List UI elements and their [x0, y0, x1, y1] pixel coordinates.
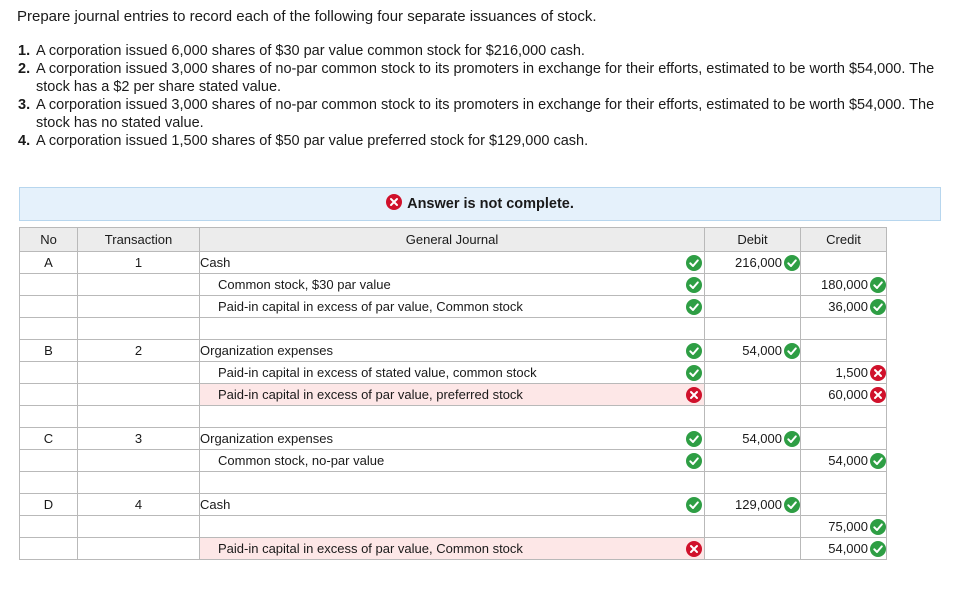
debit-amount: 54,000 — [742, 431, 782, 447]
question-item — [18, 132, 948, 150]
account-cell[interactable] — [200, 406, 705, 428]
correct-check-icon — [686, 497, 702, 513]
correct-check-icon — [870, 541, 886, 557]
credit-cell[interactable] — [801, 384, 887, 406]
transaction-cell — [78, 362, 200, 384]
account-cell[interactable] — [200, 450, 705, 472]
answer-status-banner — [19, 187, 941, 221]
banner-text: Answer is not complete. — [407, 196, 574, 212]
account-cell[interactable] — [200, 340, 705, 362]
transaction-cell: 3 — [78, 428, 200, 450]
question-text: A corporation issued 6,000 shares of $30 par value common stock for $216,000 cash. — [36, 43, 585, 59]
credit-cell[interactable] — [801, 362, 887, 384]
instructions-text: Prepare journal entries to record each of the following four separate issuances of stock. — [17, 8, 597, 25]
account-name: Organization expenses — [200, 343, 333, 358]
transaction-cell: 4 — [78, 494, 200, 516]
account-cell[interactable] — [200, 274, 705, 296]
credit-cell[interactable] — [801, 296, 887, 318]
correct-check-icon — [870, 277, 886, 293]
credit-cell[interactable] — [801, 538, 887, 560]
transaction-cell — [78, 516, 200, 538]
credit-amount: 54,000 — [828, 541, 868, 557]
debit-amount: 216,000 — [735, 255, 782, 271]
correct-check-icon — [686, 431, 702, 447]
header-credit: Credit — [801, 228, 887, 252]
correct-check-icon — [784, 255, 800, 271]
incorrect-x-icon — [686, 541, 702, 557]
account-cell[interactable] — [200, 428, 705, 450]
correct-check-icon — [870, 299, 886, 315]
correct-check-icon — [686, 343, 702, 359]
credit-amount: 180,000 — [821, 277, 868, 293]
transaction-cell — [78, 384, 200, 406]
credit-amount: 75,000 — [828, 519, 868, 535]
question-text: A corporation issued 3,000 shares of no-par common stock to its promoters in exchange for their efforts, estimated to be worth $54,000. The stock has a $2 per share stated value. — [36, 61, 935, 95]
journal-row — [20, 406, 887, 428]
incorrect-x-icon — [870, 387, 886, 403]
incorrect-x-icon — [870, 365, 886, 381]
question-text: A corporation issued 1,500 shares of $50 par value preferred stock for $129,000 cash. — [36, 133, 589, 149]
correct-check-icon — [686, 277, 702, 293]
header-debit: Debit — [705, 228, 801, 252]
credit-amount: 1,500 — [835, 365, 868, 381]
journal-row — [20, 274, 887, 296]
transaction-cell — [78, 406, 200, 428]
account-cell[interactable] — [200, 538, 705, 560]
transaction-cell — [78, 450, 200, 472]
question-list — [18, 42, 948, 150]
correct-check-icon — [870, 519, 886, 535]
account-name: Paid-in capital in excess of par value, preferred stock — [218, 387, 523, 402]
correct-check-icon — [686, 255, 702, 271]
journal-row — [20, 494, 887, 516]
credit-cell[interactable] — [801, 274, 887, 296]
transaction-cell — [78, 538, 200, 560]
account-cell[interactable] — [200, 296, 705, 318]
journal-row — [20, 516, 887, 538]
debit-cell[interactable] — [705, 362, 801, 384]
entry-no-cell — [20, 274, 78, 296]
journal-row — [20, 362, 887, 384]
account-name: Cash — [200, 255, 231, 270]
debit-cell[interactable] — [705, 494, 801, 516]
account-name: Organization expenses — [200, 431, 333, 446]
debit-amount: 129,000 — [735, 497, 782, 513]
transaction-cell — [78, 296, 200, 318]
debit-cell[interactable] — [705, 384, 801, 406]
debit-cell[interactable] — [705, 428, 801, 450]
debit-cell[interactable] — [705, 274, 801, 296]
debit-cell[interactable] — [705, 450, 801, 472]
account-cell[interactable] — [200, 516, 705, 538]
account-name: Paid-in capital in excess of par value, Common stock — [218, 299, 523, 314]
transaction-cell — [78, 274, 200, 296]
account-cell[interactable] — [200, 494, 705, 516]
credit-cell[interactable] — [801, 472, 887, 494]
entry-no-cell — [20, 384, 78, 406]
question-text: A corporation issued 3,000 shares of no-par common stock to its promoters in exchange for their efforts, estimated to be worth $54,000. The stock has no stated value. — [36, 97, 935, 131]
entry-no-cell: C — [20, 428, 78, 450]
correct-check-icon — [686, 453, 702, 469]
entry-no-cell — [20, 362, 78, 384]
transaction-cell — [78, 318, 200, 340]
credit-cell[interactable] — [801, 318, 887, 340]
journal-row — [20, 472, 887, 494]
account-name: Common stock, no-par value — [218, 453, 385, 468]
credit-amount: 60,000 — [828, 387, 868, 403]
entry-no-cell — [20, 472, 78, 494]
transaction-cell: 2 — [78, 340, 200, 362]
entry-no-cell: B — [20, 340, 78, 362]
debit-cell[interactable] — [705, 516, 801, 538]
question-number: 4. — [18, 133, 31, 149]
debit-cell[interactable] — [705, 538, 801, 560]
account-cell[interactable] — [200, 252, 705, 274]
debit-cell[interactable] — [705, 252, 801, 274]
credit-cell[interactable] — [801, 516, 887, 538]
journal-row — [20, 538, 887, 560]
credit-cell[interactable] — [801, 428, 887, 450]
credit-amount: 36,000 — [828, 299, 868, 315]
header-transaction: Transaction — [78, 228, 200, 252]
table-header-row — [20, 228, 887, 252]
header-no: No — [20, 228, 78, 252]
debit-cell[interactable] — [705, 472, 801, 494]
entry-no-cell — [20, 406, 78, 428]
correct-check-icon — [784, 343, 800, 359]
correct-check-icon — [784, 431, 800, 447]
credit-cell[interactable] — [801, 494, 887, 516]
credit-cell[interactable] — [801, 406, 887, 428]
correct-check-icon — [686, 299, 702, 315]
account-cell[interactable] — [200, 362, 705, 384]
debit-amount: 54,000 — [742, 343, 782, 359]
question-item — [18, 60, 948, 96]
journal-row — [20, 318, 887, 340]
credit-cell[interactable] — [801, 340, 887, 362]
account-name: Cash — [200, 497, 231, 512]
entry-no-cell — [20, 318, 78, 340]
entry-no-cell — [20, 516, 78, 538]
debit-cell[interactable] — [705, 406, 801, 428]
journal-body — [20, 252, 887, 560]
journal-row — [20, 384, 887, 406]
journal-row — [20, 340, 887, 362]
question-number: 2. — [18, 61, 31, 77]
account-cell[interactable] — [200, 318, 705, 340]
transaction-cell — [78, 472, 200, 494]
credit-amount: 54,000 — [828, 453, 868, 469]
debit-cell[interactable] — [705, 340, 801, 362]
entry-no-cell: A — [20, 252, 78, 274]
journal-row — [20, 450, 887, 472]
question-item — [18, 42, 948, 60]
question-number: 1. — [18, 43, 31, 59]
correct-check-icon — [870, 453, 886, 469]
question-number: 3. — [18, 97, 31, 113]
account-name: Paid-in capital in excess of par value, Common stock — [218, 541, 523, 556]
debit-cell[interactable] — [705, 318, 801, 340]
entry-no-cell: D — [20, 494, 78, 516]
credit-cell[interactable] — [801, 450, 887, 472]
journal-row — [20, 428, 887, 450]
transaction-cell: 1 — [78, 252, 200, 274]
account-cell[interactable] — [200, 384, 705, 406]
header-general-journal: General Journal — [200, 228, 705, 252]
journal-table — [19, 227, 887, 560]
correct-check-icon — [686, 365, 702, 381]
entry-no-cell — [20, 450, 78, 472]
debit-cell[interactable] — [705, 296, 801, 318]
question-item — [18, 96, 948, 132]
account-name: Common stock, $30 par value — [218, 277, 391, 292]
x-circle-icon — [386, 194, 402, 214]
entry-no-cell — [20, 538, 78, 560]
credit-cell[interactable] — [801, 252, 887, 274]
journal-row — [20, 296, 887, 318]
journal-row — [20, 252, 887, 274]
incorrect-x-icon — [686, 387, 702, 403]
correct-check-icon — [784, 497, 800, 513]
account-cell[interactable] — [200, 472, 705, 494]
account-name: Paid-in capital in excess of stated value, common stock — [218, 365, 537, 380]
entry-no-cell — [20, 296, 78, 318]
